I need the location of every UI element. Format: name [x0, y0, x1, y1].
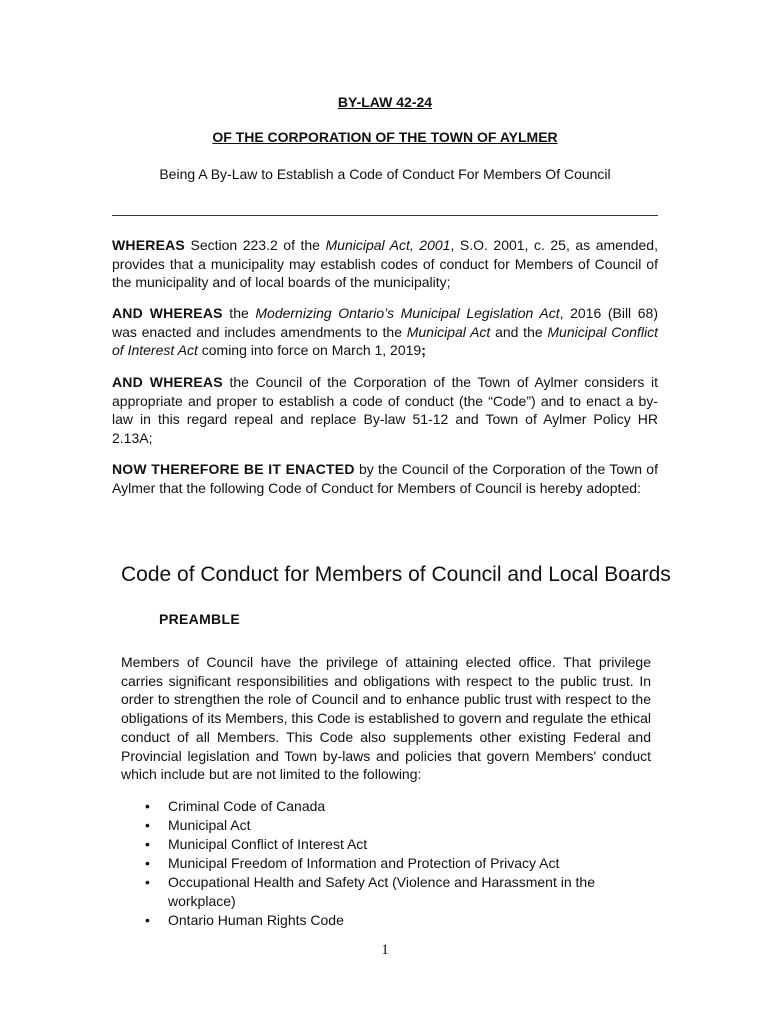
- preamble-text: Members of Council have the privilege of attaining elected office. That privilege carries significant responsibilities and obligations with respect to the public trust. In order to strengthen the role of Council and to enhance public trust with respect to the obligations of its Members, this Code is established to govern and regulate the ethical conduct of all Members. This Code also supplements other existing Federal and Provincial legislation and Town by-laws and policies that govern Members' conduct which include but are not limited to the following:: [121, 654, 651, 783]
- bullet-icon: •: [145, 798, 150, 814]
- legislation-list: [145, 797, 645, 930]
- text-run: , S.O. 2001, c. 25, as amended, provides that a municipality may establish codes of conduct for Members of Council of the municipality and of local boards of the municipality;: [112, 237, 658, 290]
- italic-act-name: Modernizing Ontario’s Municipal Legislation Act: [255, 305, 560, 321]
- enacting-paragraph: [112, 460, 658, 497]
- whereas-paragraph-1: [112, 236, 658, 292]
- bullet-icon: •: [145, 874, 150, 890]
- text-run: Section 223.2 of the: [184, 237, 326, 253]
- legislation-item: [145, 911, 645, 930]
- bullet-icon: •: [145, 817, 150, 833]
- legislation-item: [145, 873, 645, 911]
- bylaw-number: BY-LAW 42-24: [337, 94, 433, 110]
- and-whereas-lead: AND WHEREAS: [112, 305, 223, 321]
- bullet-icon: •: [145, 912, 150, 928]
- text-run: coming into force on March 1, 2019: [197, 342, 422, 358]
- page-number: 1: [381, 942, 389, 958]
- legislation-item: [145, 816, 645, 835]
- corporation-title: OF THE CORPORATION OF THE TOWN OF AYLMER: [212, 129, 558, 145]
- bylaw-subtitle: Being A By-Law to Establish a Code of Conduct For Members Of Council: [159, 166, 611, 182]
- italic-act-name: Municipal Conflict of Interest Act: [112, 323, 658, 358]
- legislation-item-text: Municipal Act: [168, 817, 251, 833]
- text-run: the: [222, 305, 256, 321]
- legislation-item-text: Municipal Freedom of Information and Protection of Privacy Act: [168, 855, 560, 871]
- whereas-lead: WHEREAS: [112, 237, 185, 253]
- text-run: by the Council of the Corporation of the Town of Aylmer that the following Code of Conduct for Members of Council is hereby adopted:: [112, 461, 658, 496]
- bullet-icon: •: [145, 836, 150, 852]
- text-run: and the: [490, 323, 548, 340]
- bullet-icon: •: [145, 855, 150, 871]
- enacted-lead: NOW THEREFORE BE IT ENACTED: [112, 461, 355, 477]
- text-run: the Council of the Corporation of the Town of Aylmer considers it appropriate and proper to establish a code of conduct (the “Code”) and to enact a by-law in this regard repeal and replace By-law 51-12 and Town of Aylmer Policy HR 2.13A;: [112, 374, 658, 446]
- legislation-item: [145, 835, 645, 854]
- legislation-item: [145, 854, 645, 873]
- legislation-item-text: Criminal Code of Canada: [168, 798, 326, 814]
- code-heading: Code of Conduct for Members of Council and Local Boards: [121, 563, 671, 586]
- legislation-item-text: Occupational Health and Safety Act (Violence and Harassment in the workplace): [168, 874, 595, 909]
- horizontal-divider: [112, 215, 658, 216]
- legislation-item: [145, 797, 645, 816]
- bold-semicolon: ;: [421, 342, 427, 358]
- whereas-paragraph-2: [112, 304, 658, 360]
- italic-act-name: Municipal Act: [406, 323, 491, 340]
- italic-act-name: Municipal Act, 2001: [325, 237, 451, 253]
- legislation-item-text: Ontario Human Rights Code: [168, 912, 344, 928]
- preamble-label: PREAMBLE: [159, 611, 240, 627]
- and-whereas-lead: AND WHEREAS: [112, 374, 223, 390]
- text-run: , 2016 (Bill 68) was enacted and includes amendments to the: [112, 305, 658, 340]
- whereas-paragraph-3: [112, 373, 658, 447]
- legislation-item-text: Municipal Conflict of Interest Act: [168, 836, 368, 852]
